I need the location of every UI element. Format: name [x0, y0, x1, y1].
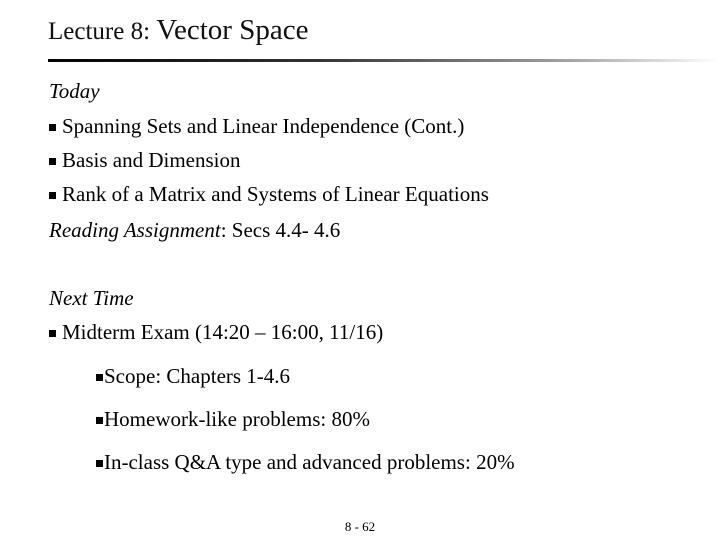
today-item-text: Spanning Sets and Linear Independence (Cont.) [62, 114, 465, 138]
sub-item-1 [96, 364, 290, 388]
reading-assignment [49, 218, 340, 242]
today-item-text: Rank of a Matrix and Systems of Linear Equations [62, 182, 489, 206]
next-item-text: Midterm Exam (14:20 – 16:00, 11/16) [62, 320, 384, 344]
today-item-2 [49, 148, 241, 172]
next-heading: Next Time [49, 286, 134, 310]
sub-item-text: Homework-like problems: 80% [104, 407, 370, 431]
sub-item-2 [96, 407, 370, 431]
sub-item-text: In-class Q&A type and advanced problems: 20% [104, 450, 515, 474]
square-bullet-icon [96, 417, 103, 424]
slide-title [48, 14, 308, 47]
reading-value: : Secs 4.4- 4.6 [220, 218, 341, 242]
square-bullet-icon [49, 158, 56, 165]
title-prefix: Lecture 8: [48, 18, 157, 45]
square-bullet-icon [49, 330, 56, 337]
today-heading: Today [49, 79, 100, 103]
square-bullet-icon [96, 460, 103, 467]
title-underline [48, 59, 720, 62]
reading-label: Reading Assignment [49, 218, 221, 242]
square-bullet-icon [49, 124, 56, 131]
today-item-3 [49, 182, 489, 206]
square-bullet-icon [96, 374, 103, 381]
page-number: 8 - 62 [344, 519, 376, 534]
today-item-text: Basis and Dimension [62, 148, 241, 172]
today-item-1 [49, 114, 464, 138]
title-main: Vector Space [156, 14, 309, 46]
next-item [49, 320, 383, 344]
sub-item-text: Scope: Chapters 1-4.6 [104, 364, 291, 388]
sub-item-3 [96, 450, 515, 474]
square-bullet-icon [49, 192, 56, 199]
